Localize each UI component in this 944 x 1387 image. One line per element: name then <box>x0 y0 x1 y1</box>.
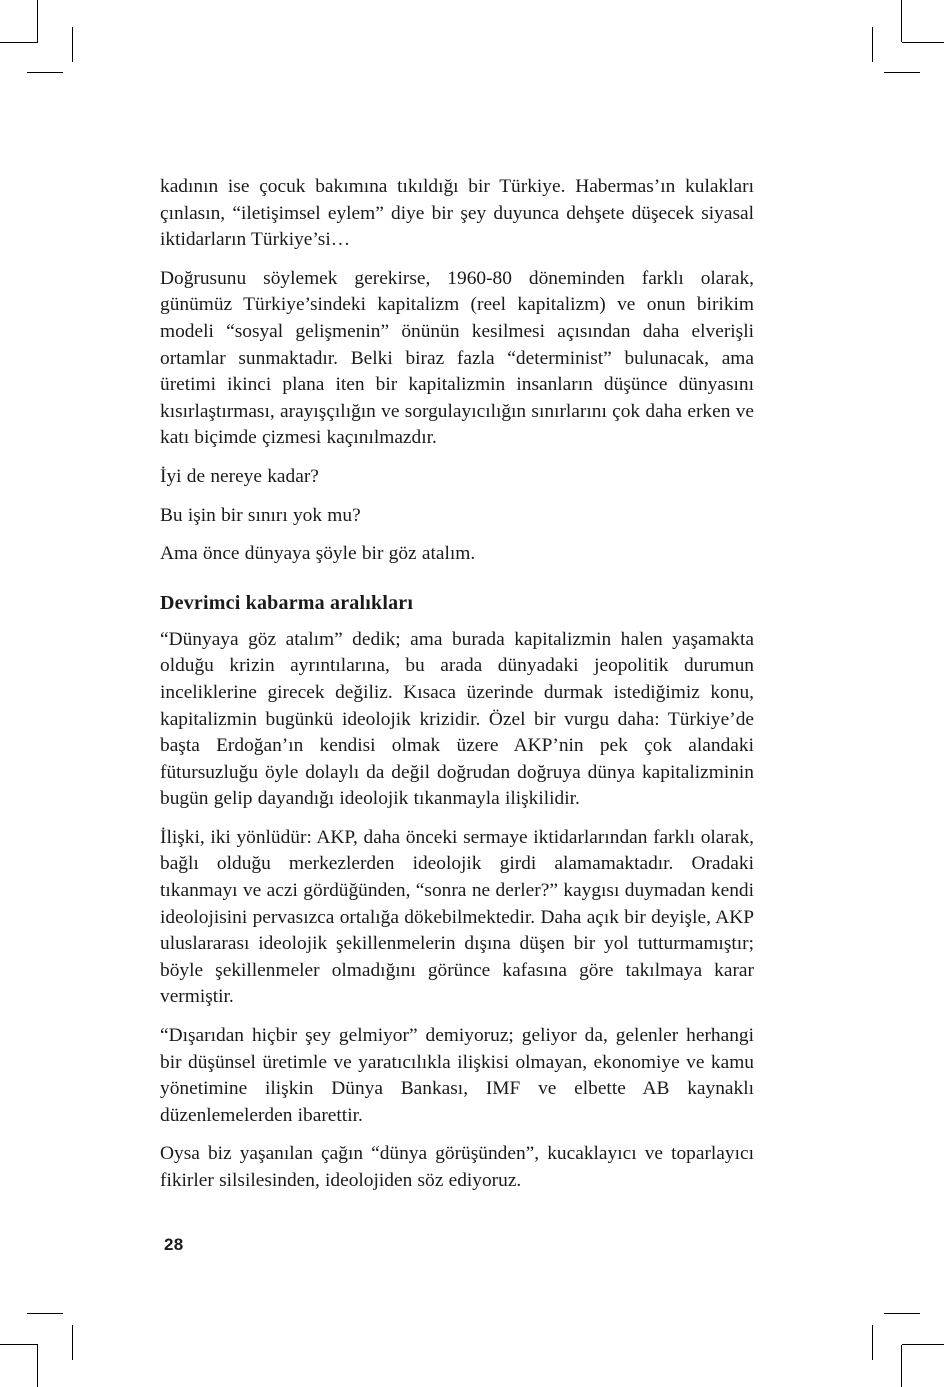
page-text-block <box>160 174 754 1195</box>
crop-mark-bottom-right-outer-vertical <box>901 1345 902 1387</box>
body-paragraph: “Dışarıdan hiçbir şey gelmiyor” demiyoruz; geliyor da, gelenler herhangi bir düşünsel üretimle ve yaratıcılıkla ilişkisi olmayan, ekonomiye ve kamu yönetimine ilişkin Dünya Bankası, IMF ve elbette AB kaynaklı düzenlemelerden ibarettir. <box>160 1025 754 1126</box>
body-paragraph: İyi de nereye kadar? <box>160 465 319 487</box>
crop-mark-top-right-outer-horizontal <box>902 42 944 43</box>
registration-mark-top-left-inner-horizontal <box>27 72 63 73</box>
page-number: 28 <box>164 1235 184 1254</box>
body-paragraph: Oysa biz yaşanılan çağın “dünya görüşünden”, kucaklayıcı ve toparlayıcı fikirler silsilesinden, ideolojiden söz ediyoruz. <box>160 1143 754 1191</box>
crop-mark-bottom-right-outer-horizontal <box>902 1344 944 1345</box>
crop-mark-bottom-left-outer-horizontal <box>0 1344 38 1345</box>
registration-mark-bottom-right-inner-horizontal <box>884 1313 920 1314</box>
registration-mark-top-right-inner-horizontal <box>884 72 920 73</box>
section-heading: Devrimci kabarma aralıkları <box>160 591 414 614</box>
body-paragraph: İlişki, iki yönlüdür: AKP, daha önceki sermaye iktidarlarından farklı olarak, bağlı olduğu merkezlerden ideolojik girdi alamamaktadır. Oradaki tıkanmayı ve aczi gördüğünden, “sonra ne derler?” kaygısı duymadan kendi ideolojisini pervasızca ortalığa dökebilmektedir. Daha açık bir deyişle, AKP uluslararası ideolojik şekillenmelerin dışına düşen bir yol tutturmamıştır; böyle şekillenmeler olmadığını görünce kafasına göre takılmaya karar vermiştir. <box>160 826 754 1008</box>
registration-mark-bottom-left-inner-vertical <box>72 1325 73 1360</box>
registration-mark-bottom-right-inner-vertical <box>872 1325 873 1360</box>
body-paragraph: “Dünyaya göz atalım” dedik; ama burada kapitalizmin halen yaşamakta olduğu krizin ayrıntılarına, bu arada dünyadaki jeopolitik durumun inceliklerine girecek değiliz. Kısaca üzerinde durmak istediğimiz konu, kapitalizmin bugünkü ideolojik krizidir. Özel bir vurgu daha: Türkiye’de başta Erdoğan’ın kendisi olmak üzere AKP’nin pek çok alandaki fütursuzluğu öyle dolaylı da değil doğrudan doğruya dünya kapitalizminin bugün gelip dayandığı ideolojik tıkanmayla ilişkilidir. <box>160 628 754 810</box>
body-paragraph: Doğrusunu söylemek gerekirse, 1960-80 döneminden farklı olarak, günümüz Türkiye’sindeki kapitalizm (reel kapitalizm) ve onun birikim modeli “sosyal gelişmenin” önünün kesilmesi açısından daha elverişli ortamlar sunmaktadır. Belki biraz fazla “determinist” bulunacak, ama üretimi ikinci plana iten bir kapitalizmin insanların düşünce dünyasını kısırlaştırması, arayışçılığın ve sorgulayıcılığın sınırlarını çok daha erken ve katı biçimde çizmesi kaçınılmazdır. <box>160 267 754 449</box>
crop-mark-top-right-outer-vertical <box>901 0 902 42</box>
crop-mark-bottom-left-outer-vertical <box>37 1345 38 1387</box>
crop-mark-top-left-outer-vertical <box>37 0 38 42</box>
registration-mark-top-right-inner-vertical <box>872 27 873 62</box>
crop-mark-top-left-outer-horizontal <box>0 42 38 43</box>
registration-mark-top-left-inner-vertical <box>72 27 73 62</box>
registration-mark-bottom-left-inner-horizontal <box>27 1313 63 1314</box>
body-paragraph: kadının ise çocuk bakımına tıkıldığı bir Türkiye. Habermas’ın kulakları çınlasın, “iletişimsel eylem” diye bir şey duyunca dehşete düşecek siyasal iktidarların Türkiye’si… <box>160 176 754 251</box>
body-paragraph: Ama önce dünyaya şöyle bir göz atalım. <box>160 543 476 565</box>
body-paragraph: Bu işin bir sınırı yok mu? <box>160 504 361 526</box>
